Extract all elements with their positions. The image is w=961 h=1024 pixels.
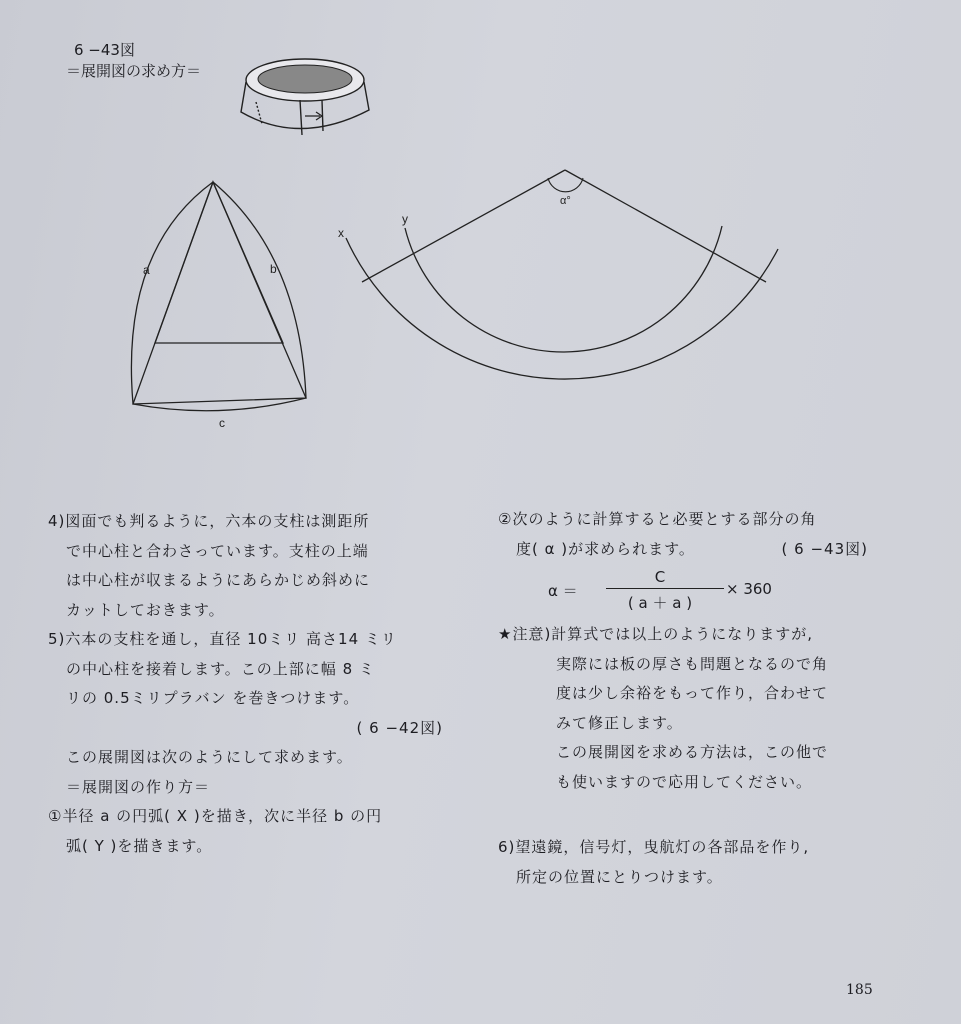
method-title: ＝展開図の作り方＝ bbox=[66, 777, 211, 796]
figure-number: 6 −43図 bbox=[74, 41, 135, 59]
reference-6-42: ( 6 −42図) bbox=[356, 718, 443, 737]
formula-lhs: α ＝ bbox=[548, 582, 578, 600]
formula-numerator: C bbox=[654, 568, 666, 586]
formula-denominator: ( a ＋ a ) bbox=[627, 594, 693, 612]
right-column-bottom bbox=[498, 620, 878, 892]
label-b: b bbox=[270, 262, 277, 276]
label-alpha: α° bbox=[560, 195, 571, 207]
cone-side-view bbox=[131, 182, 306, 411]
fraction-bar bbox=[606, 588, 724, 589]
label-c: c bbox=[219, 416, 225, 430]
intro-text: この展開図は次のようにして求めます。 bbox=[66, 748, 353, 766]
formula-rhs: × 360 bbox=[726, 580, 772, 598]
step-1: ①半径 a の円弧( X )を描き，次に半径 b の円 弧( Y )を描きます。 bbox=[48, 807, 383, 855]
note: ★注意)計算式では以上のようになりますが, 実際には板の厚さも問題となるので角 度は少し余裕をもって作り，合わせて みて修正します。 この展開図を求める方法は，この他で も使いますので応用してください。 bbox=[498, 625, 829, 791]
step-2: ②次のように計算すると必要とする部分の角 度( α )が求められます。 ( 6 −43図) bbox=[498, 505, 878, 564]
step-4: 4)図面でも判るように，六本の支柱は測距所 で中心柱と合わさっています。支柱の上端 は中心柱が収まるようにあらかじめ斜めに カットしておきます。 bbox=[48, 512, 371, 619]
right-column-top bbox=[498, 505, 878, 564]
reference-6-43: ( 6 −43図) bbox=[781, 539, 868, 558]
formula bbox=[548, 568, 808, 612]
development-figure bbox=[0, 0, 961, 460]
label-x: x bbox=[338, 226, 344, 240]
left-column bbox=[48, 507, 443, 861]
collar-sketch bbox=[241, 59, 369, 135]
label-y: y bbox=[402, 212, 408, 226]
page-number: 185 bbox=[846, 982, 873, 998]
step-6: 6)望遠鏡，信号灯，曳航灯の各部品を作り, 所定の位置にとりつけます。 bbox=[498, 838, 810, 886]
step-5: 5)六本の支柱を通し，直径 10ミリ 高さ14 ミリ の中心柱を接着します。この上部に幅 8 ミ リの 0.5ミリプラバン を巻きつけます。 bbox=[48, 630, 397, 707]
label-a: a bbox=[143, 263, 150, 277]
figure-caption: ＝展開図の求め方＝ bbox=[66, 62, 202, 80]
